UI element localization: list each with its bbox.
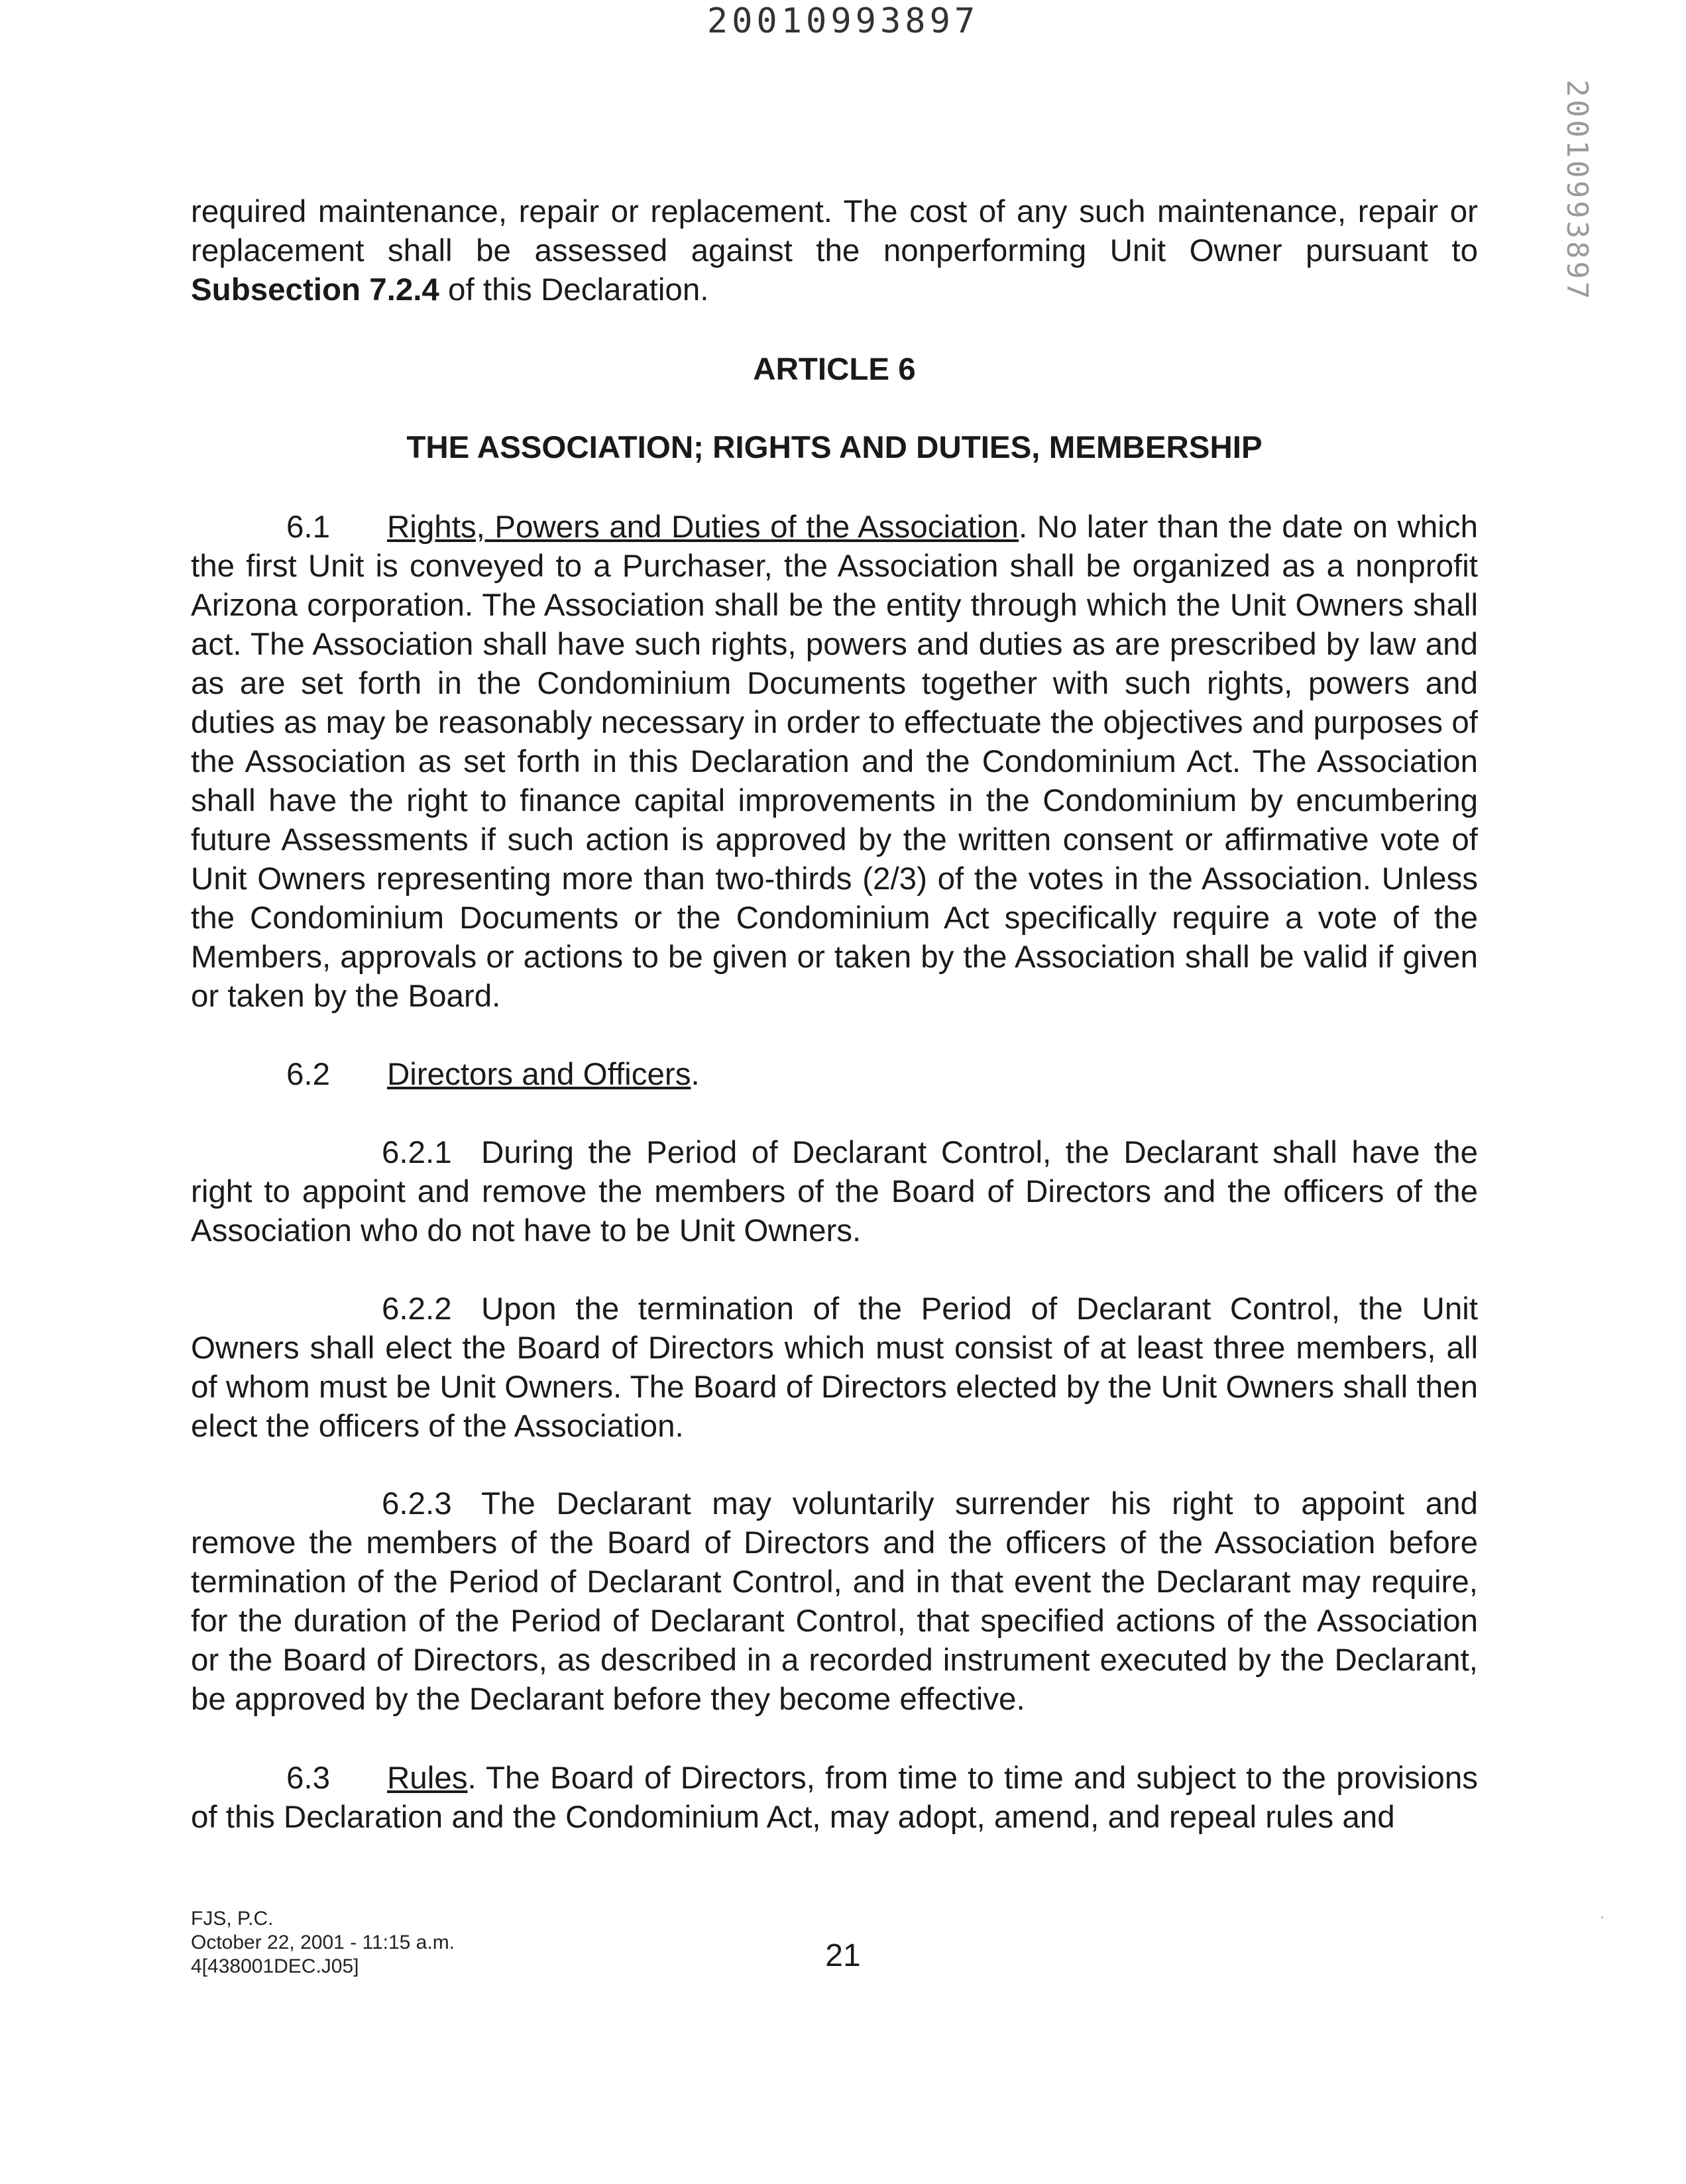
footer-file: 4[438001DEC.J05]: [191, 1955, 359, 1977]
section-body: The Declarant may voluntarily surrender his right to appoint and remove the members of the Board of Directors and the officers of the Association before termination of the Period of Declarant Control, and in that event the Declarant may require, for the duration of the Period of Declarant Control, that specified actions of the Association or the Board of Directors, as described in a recorded instrument executed by the Declarant, be approved by the Declarant before they become effective.: [191, 1486, 1478, 1717]
page-number: 21: [825, 1938, 861, 1973]
footer-info: [191, 1907, 455, 1979]
section-body: Upon the termination of the Period of Declarant Control, the Unit Owners shall elect the Board of Directors which must consist of at least three members, all of whom must be Unit Owners. The Board of Directors elected by the Unit Owners shall then elect the officers of the Association.: [191, 1291, 1478, 1444]
section-number: 6.3: [286, 1761, 331, 1796]
section-body: During the Period of Declarant Control, the Declarant shall have the right to appoint and remove the members of the Board of Directors and the officers of the Association who do not have to be Unit Owners.: [191, 1135, 1478, 1248]
recording-stamp-text: 20010993897: [1560, 80, 1594, 302]
section-number: 6.2: [286, 1057, 331, 1092]
article-number: ARTICLE 6: [753, 352, 916, 387]
document-number: 20010993897: [706, 1, 980, 41]
footer-date: October 22, 2001 - 11:15 a.m.: [191, 1932, 455, 1953]
intro-paragraph: [191, 192, 1478, 309]
scan-speck: [1601, 1916, 1603, 1918]
section-body: . The Board of Directors, from time to time and subject to the provisions of this Declaration and the Condominium Act, may adopt, amend, and repeal rules and: [191, 1761, 1478, 1835]
section-number: 6.1: [286, 510, 331, 545]
subsection-reference: Subsection 7.2.4: [191, 272, 439, 307]
section-body: . No later than the date on which the first Unit is conveyed to a Purchaser, the Association shall be organized as a nonprofit Arizona corporation. The Association shall be the entity through which the Unit Owners shall act. The Association shall have such rights, powers and duties as are prescribed by law and as are set forth in the Condominium Documents together with such rights, powers and duties as may be reasonably necessary in order to effectuate the objectives and purposes of the Association as set forth in this Declaration and the Condominium Act. The Association shall have the right to finance capital improvements in the Condominium by encumbering future Assessments if such action is approved by the written consent or affirmative vote of Unit Owners representing more than two-thirds (2/3) of the votes in the Association. Unless the Condominium Documents or the Condominium Act specifically require a vote of the Members, approvals or actions to be given or taken by the Association shall be valid if given or taken by the Board.: [191, 510, 1478, 1014]
recording-stamp: [1560, 80, 1602, 305]
section-heading: Rights, Powers and Duties of the Association: [387, 510, 1019, 545]
section-number: 6.2.3: [382, 1486, 452, 1521]
article-title: THE ASSOCIATION; RIGHTS AND DUTIES, MEMBERSHIP: [406, 430, 1263, 465]
section-number: 6.2.2: [382, 1291, 452, 1327]
section-6-3: [191, 1759, 1478, 1837]
section-6-2-3: [191, 1484, 1478, 1719]
section-heading: Directors and Officers: [387, 1057, 691, 1092]
section-6-2: [191, 1055, 1478, 1094]
section-6-2-2: [191, 1289, 1478, 1446]
section-number: 6.2.1: [382, 1135, 452, 1170]
intro-text: required maintenance, repair or replacement. The cost of any such maintenance, repair or replacement shall be assessed against the nonperforming Unit Owner pursuant to: [191, 194, 1478, 268]
section-heading-period: .: [691, 1057, 700, 1092]
footer-firm: FJS, P.C.: [191, 1908, 274, 1930]
section-6-2-1: [191, 1133, 1478, 1250]
section-6-1: [191, 508, 1478, 1016]
section-heading: Rules: [387, 1761, 468, 1796]
intro-text-end: of this Declaration.: [439, 272, 709, 307]
